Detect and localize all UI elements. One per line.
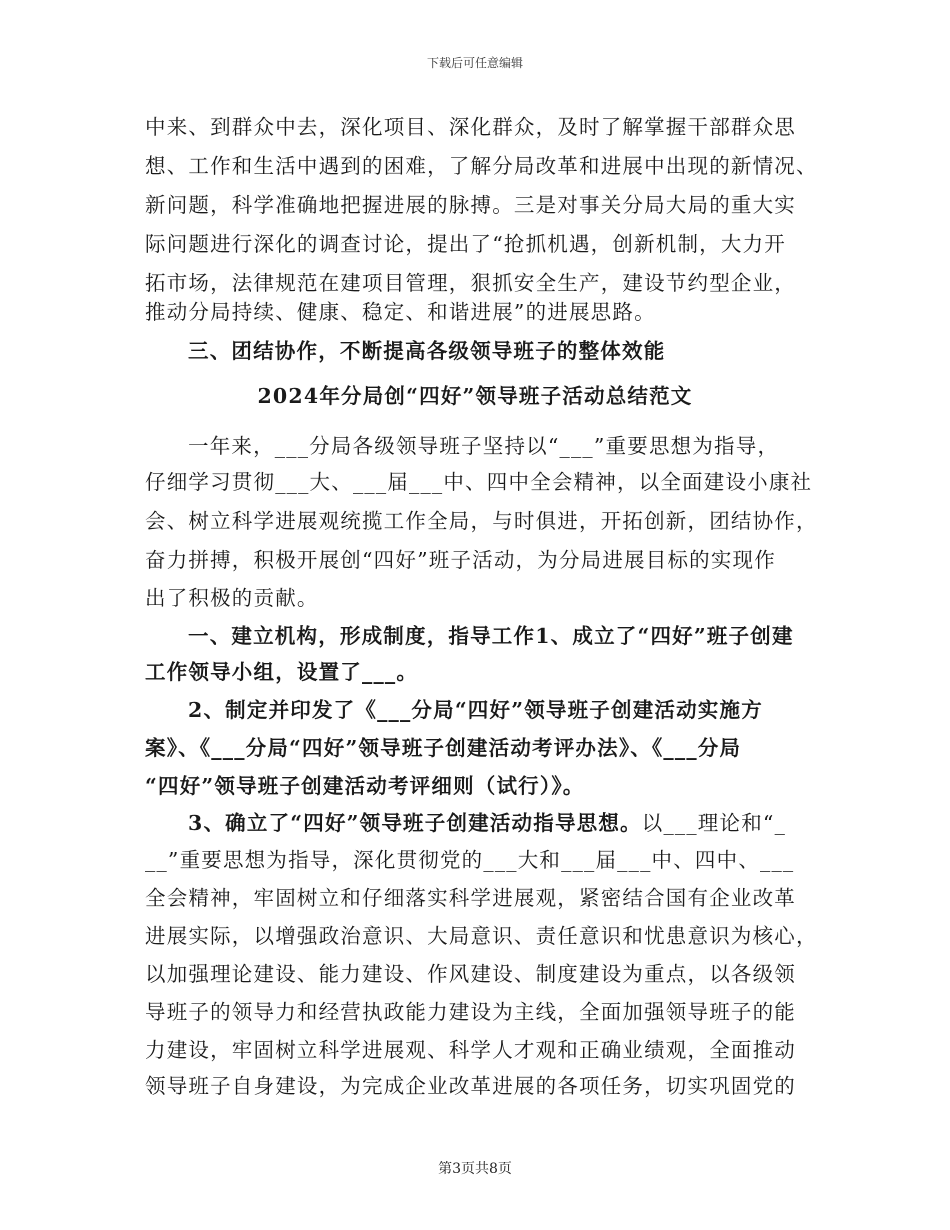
- body-text-line: 拓市场，法律规范在建项目管理，狠抓安全生产，建设节约型企业，: [145, 271, 796, 295]
- bold-paragraph-line: 2、制定并印发了《___分局“四好”领导班子创建活动实施方: [188, 698, 763, 722]
- body-text-line: 领导班子自身建设，为完成企业改革进展的各项任务，切实巩固党的: [145, 1074, 796, 1098]
- body-text-line: 仔细学习贯彻___大、___届___中、四中全会精神，以全面建设小康社: [145, 470, 813, 494]
- body-text-line: 出了积极的贡献。: [145, 586, 319, 610]
- document-title: 2024年分局创“四好”领导班子活动总结范文: [257, 384, 693, 408]
- body-text-line: 会、树立科学进展观统揽工作全局，与时俱进，开拓创新，团结协作，: [145, 509, 818, 533]
- body-text-line: 一年来，___分局各级领导班子坚持以“___”重要思想为指导，: [188, 434, 780, 458]
- body-text-line: 中来、到群众中去，深化项目、深化群众，及时了解掌握干部群众思: [145, 115, 796, 139]
- section-heading: 工作领导小组，设置了___。: [145, 660, 419, 684]
- body-text-line: 际问题进行深化的调查讨论，提出了“抢抓机遇，创新机制，大力开: [145, 232, 786, 256]
- bold-lead-text: 3、确立了“四好”领导班子创建活动指导思想。: [188, 811, 642, 835]
- body-text-line: 力建设，牢固树立科学进展观、科学人才观和正确业绩观，全面推动: [145, 1038, 796, 1062]
- body-text-line: 新问题，科学准确地把握进展的脉搏。三是对事关分局大局的重大实: [145, 193, 796, 217]
- page-header: 下载后可任意编辑: [426, 56, 523, 70]
- section-heading: 一、建立机构，形成制度，指导工作1、成立了“四好”班子创建: [188, 624, 794, 648]
- mixed-paragraph-line: [188, 809, 786, 837]
- body-text-line: __”重要思想为指导，深化贯彻党的___大和___届___中、四中、___: [145, 848, 795, 872]
- section-heading: 三、团结协作，不断提高各级领导班子的整体效能: [188, 339, 666, 363]
- body-text-line: 以加强理论建设、能力建设、作风建设、制度建设为重点，以各级领: [145, 962, 796, 986]
- bold-paragraph-line: “四好”领导班子创建活动考评细则（试行）》。: [145, 774, 585, 798]
- body-text-line: 进展实际，以增强政治意识、大局意识、责任意识和忧患意识为核心，: [145, 924, 818, 948]
- body-text-line: 想、工作和生活中遇到的困难，了解分局改革和进展中出现的新情况、: [145, 154, 818, 178]
- body-text-line: 推动分局持续、健康、稳定、和谐进展”的进展思路。: [145, 300, 656, 324]
- page-footer: 第3页共8页: [438, 1161, 512, 1177]
- body-text-continuation: 以___理论和“_: [641, 811, 787, 835]
- bold-paragraph-line: 案》、《___分局“四好”领导班子创建活动考评办法》、《___分局: [145, 736, 742, 760]
- body-text-line: 全会精神，牢固树立和仔细落实科学进展观，紧密结合国有企业改革: [145, 886, 796, 910]
- body-text-line: 导班子的领导力和经营执政能力建设为主线，全面加强领导班子的能: [145, 1000, 796, 1024]
- body-text-line: 奋力拼搏，积极开展创“四好”班子活动，为分局进展目标的实现作: [145, 548, 776, 572]
